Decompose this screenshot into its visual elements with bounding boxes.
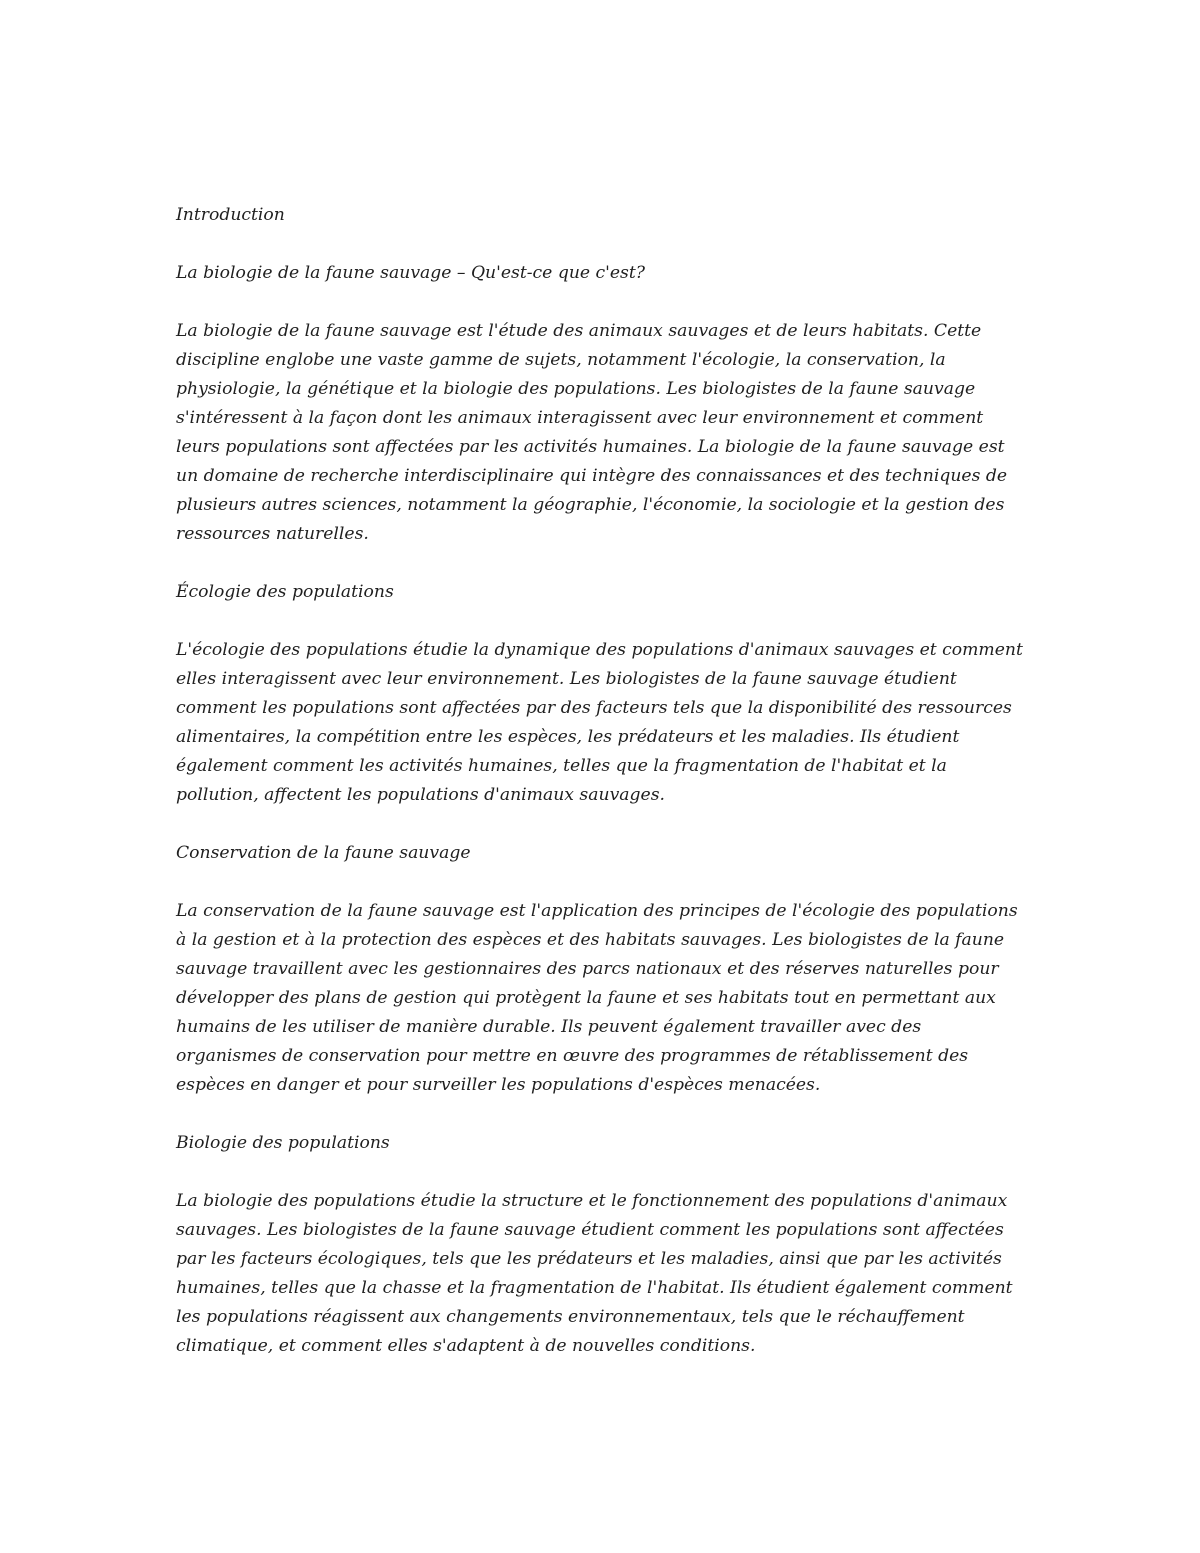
section-title-conservation: Conservation de la faune sauvage — [176, 843, 471, 863]
section-title-what-is-it: La biologie de la faune sauvage – Qu'est-ce que c'est? — [176, 263, 645, 283]
paragraph-population-biology: La biologie des populations étudie la structure et le fonctionnement des populations d'animaux sauvages. Les biologistes de la faune sauvage étudient comment les populations sont affectées par les facteurs écologiques, tels que les prédateurs et les maladies, ainsi que par les activités humaines, telles que la chasse et la fragmentation de l'habitat. Ils étudient également comment les populations réagissent aux changements environnementaux, tels que le réchauffement climatique, et comment elles s'adaptent à de nouvelles conditions. — [176, 1191, 1013, 1356]
section-title-population-biology: Biologie des populations — [176, 1133, 390, 1153]
section-title-ecology: Écologie des populations — [176, 582, 394, 602]
paragraph-ecology: L'écologie des populations étudie la dynamique des populations d'animaux sauvages et comment elles interagissent avec leur environnement. Les biologistes de la faune sauvage étudient comment les populations sont affectées par des facteurs tels que la disponibilité des ressources alimentaires, la compétition entre les espèces, les prédateurs et les maladies. Ils étudient également comment les activités humaines, telles que la fragmentation de l'habitat et la pollution, affectent les populations d'animaux sauvages. — [176, 640, 1023, 805]
paragraph-definition: La biologie de la faune sauvage est l'étude des animaux sauvages et de leurs habitats. Cette discipline englobe une vaste gamme de sujets, notamment l'écologie, la conservation, la physiologie, la génétique et la biologie des populations. Les biologistes de la faune sauvage s'intéressent à la façon dont les animaux interagissent avec leur environnement et comment leurs populations sont affectées par les activités humaines. La biologie de la faune sauvage est un domaine de recherche interdisciplinaire qui intègre des connaissances et des techniques de plusieurs autres sciences, notamment la géographie, l'économie, la sociologie et la gestion des ressources naturelles. — [176, 321, 1008, 544]
section-title-introduction: Introduction — [176, 205, 285, 225]
document-body — [176, 201, 1026, 1361]
paragraph-conservation: La conservation de la faune sauvage est l'application des principes de l'écologie des populations à la gestion et à la protection des espèces et des habitats sauvages. Les biologistes de la faune sauvage travaillent avec les gestionnaires des parcs nationaux et des réserves naturelles pour développer des plans de gestion qui protègent la faune et ses habitats tout en permettant aux humains de les utiliser de manière durable. Ils peuvent également travailler avec des organismes de conservation pour mettre en œuvre des programmes de rétablissement des espèces en danger et pour surveiller les populations d'espèces menacées. — [176, 901, 1018, 1095]
